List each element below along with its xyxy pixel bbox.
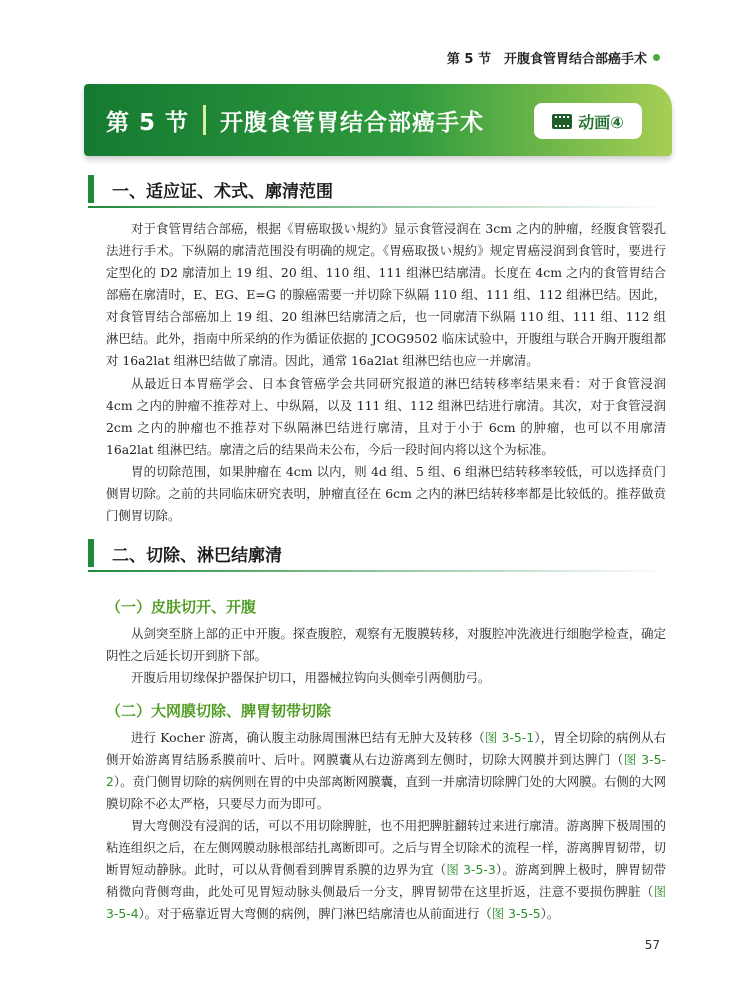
figure-reference[interactable]: 图 3-5-4 xyxy=(106,884,666,921)
paragraph: 胃的切除范围，如果肿瘤在 4cm 以内，则 4d 组、5 组、6 组淋巴结转移率较低，可以选择贲门侧胃切除。之前的共同临床研究表明，肿瘤直径在 6cm 之内的淋巴结转移率都是比较低的。推荐做贲门侧胃切除。 xyxy=(106,464,666,523)
animation-link[interactable] xyxy=(534,103,642,139)
figure-reference[interactable]: 图 3-5-5 xyxy=(491,906,541,921)
paragraph: 对于食管胃结合部癌，根据《胃癌取扱い規約》显示食管浸润在 3cm 之内的肿瘤，经腹食管裂孔法进行手术。下纵隔的廓清范围没有明确的规定。《胃癌取扱い規約》规定胃癌浸润到食管时，要进行定型化的 D2 廓清加上 19 组、20 组、110 组、111 组淋巴结廓清。长度在 4cm 之内的食管胃结合部癌在廓清时，E、EG、E=G 的腺癌需要一并切除下纵隔 110 组、111 组、112 组淋巴结。因此，对食管胃结合部癌加上 19 组、20 组淋巴结廓清之后，也一同廓清下纵隔 110 组、111 组、112 组淋巴结。此外，指南中所采纳的作为循证依据的 JCOG9502 临床试验中，开腹组与联合开胸开腹组都对 16a2lat 组淋巴结做了廓清。因此，通常 16a2lat 组淋巴结也应一并廓清。 xyxy=(106,221,666,368)
heading-bar xyxy=(88,175,94,203)
figure-reference[interactable]: 图 3-5-3 xyxy=(446,862,496,877)
page-number: 57 xyxy=(644,938,660,952)
paragraph: 胃大弯侧没有浸润的话，可以不用切除脾脏，也不用把脾脏翻转过来进行廓清。游离脾下极周围的粘连组织之后，在左侧网膜动脉根部结扎离断即可。之后与胃全切除术的流程一样，游离脾胃韧带，切断胃短动静脉。此时，可以从背侧看到脾胃系膜的边界为宜（图 3-5-3）。游离到脾上极时，脾胃韧带稍微向背侧弯曲，此处可见胃短动脉头侧最后一分支，脾胃韧带在这里折返，注意不要损伤脾脏（图 3-5-4）。对于癌靠近胃大弯侧的病例，脾门淋巴结廓清也从前面进行（图 3-5-5）。 xyxy=(106,818,666,921)
running-head-text: 第 5 节 开腹食管胃结合部癌手术 xyxy=(446,52,647,67)
running-head xyxy=(447,48,660,67)
figure-reference[interactable]: 图 3-5-2 xyxy=(106,752,666,789)
heading-underline xyxy=(88,206,668,208)
paragraph: 开腹后用切缘保护器保护切口，用器械拉钩向头侧牵引两侧肋弓。 xyxy=(131,670,491,685)
film-icon xyxy=(552,114,572,129)
section-banner xyxy=(84,84,672,156)
heading-indications xyxy=(88,174,668,204)
paragraph: 从剑突至脐上部的正中开腹。探查腹腔，观察有无腹膜转移，对腹腔冲洗液进行细胞学检查，确定阴性之后延长切开到脐下部。 xyxy=(106,626,666,663)
heading-underline xyxy=(88,570,668,572)
banner-divider xyxy=(203,105,206,135)
heading-text: 二、切除、淋巴结廓清 xyxy=(112,545,282,566)
paragraph: 进行 Kocher 游离，确认腹主动脉周围淋巴结有无肿大及转移（图 3-5-1），胃全切除的病例从右侧开始游离胃结肠系膜前叶、后叶。网膜囊从右边游离到左侧时，切除大网膜并到达脾门（图 3-5-2）。贲门侧胃切除的病例则在胃的中央部离断网膜囊，直到一并廓清切除脾门处的大网膜。右侧的大网膜切除不必太严格，只要尽力而为即可。 xyxy=(106,730,667,811)
animation-label: 动画④ xyxy=(578,112,624,132)
heading-resection xyxy=(88,538,668,568)
heading-text: 一、适应证、术式、廓清范围 xyxy=(112,181,333,202)
subheading-skin-incision: （一）皮肤切开、开腹 xyxy=(106,598,257,616)
paragraph: 从最近日本胃癌学会、日本食管癌学会共同研究报道的淋巴结转移率结果来看：对于食管浸润 4cm 之内的肿瘤不推荐对上、中纵隔，以及 111 组、112 组淋巴结进行廓清。其次，对于食管浸润 2cm 之内的肿瘤也不推荐对下纵隔淋巴结进行廓清，且对于小于 6cm 的肿瘤，也可以不用廓清 16a2lat 组淋巴结。廓清之后的结果尚未公布，今后一段时间内将以这个为标准。 xyxy=(106,376,666,457)
subheading-omentum: （二）大网膜切除、脾胃韧带切除 xyxy=(106,702,332,720)
section-number: 第 5 节 xyxy=(106,109,190,136)
heading-bar xyxy=(88,539,94,567)
section-title: 开腹食管胃结合部癌手术 xyxy=(220,109,485,136)
figure-reference[interactable]: 图 3-5-1 xyxy=(484,730,535,745)
bullet-dot-icon xyxy=(653,54,660,61)
